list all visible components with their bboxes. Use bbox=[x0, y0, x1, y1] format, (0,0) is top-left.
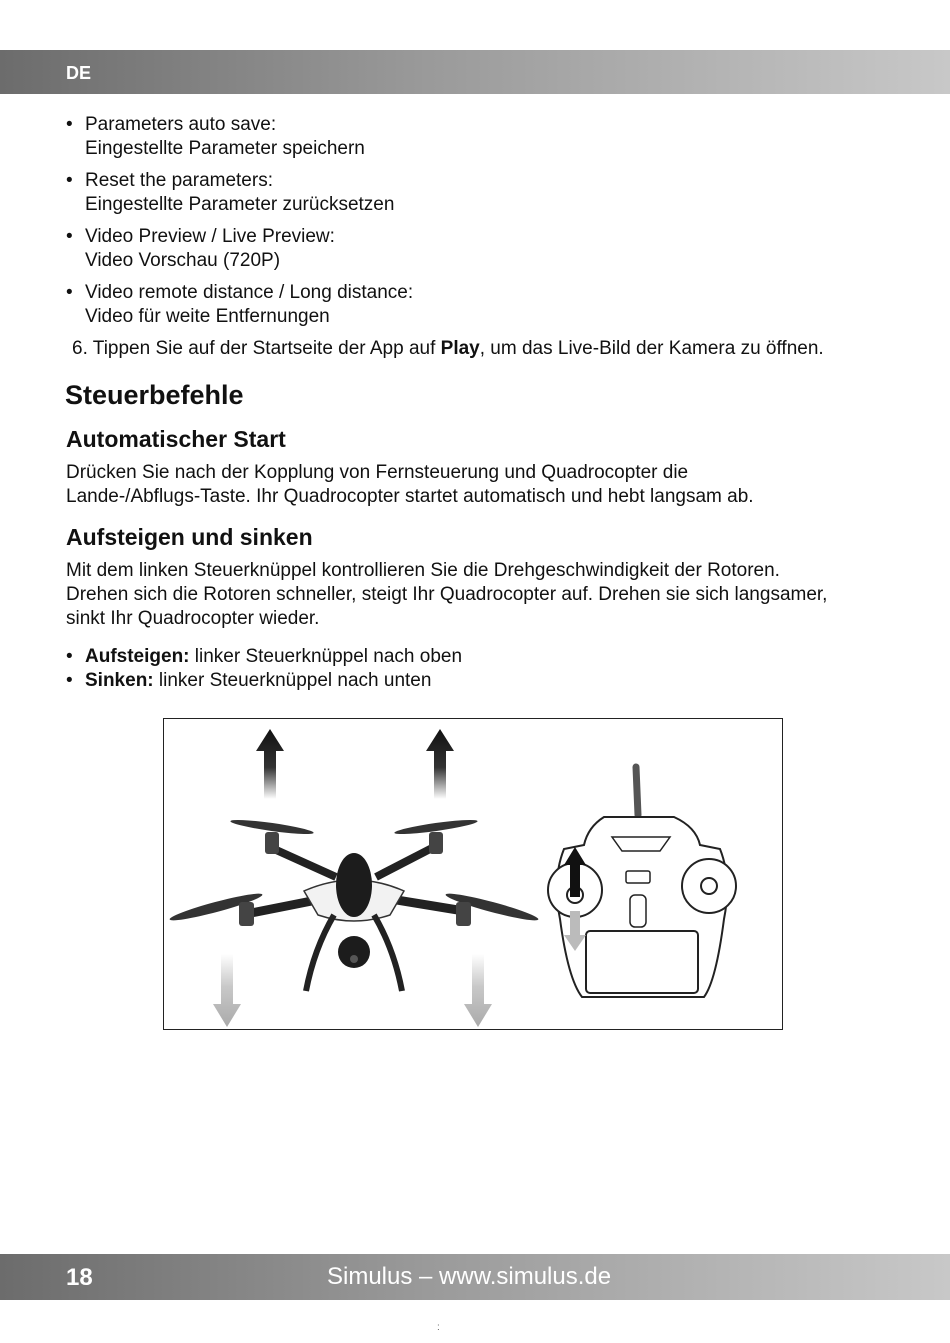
list-item-de: Video Vorschau (720P) bbox=[85, 250, 281, 271]
illustration-svg bbox=[164, 719, 781, 1028]
text-line: Lande-/Abflugs-Taste. Ihr Quadrocopter startet automatisch und hebt langsam ab. bbox=[66, 486, 754, 507]
arrow-down-icon bbox=[464, 954, 492, 1027]
list-item bbox=[66, 669, 896, 693]
step-text-end: , um das Live-Bild der Kamera zu öffnen. bbox=[479, 338, 824, 359]
list-item-en: Video remote distance / Long distance: bbox=[85, 282, 414, 303]
step-number: 6. bbox=[72, 338, 88, 359]
list-item-en: Parameters auto save: bbox=[85, 114, 277, 135]
climb-text bbox=[66, 559, 896, 631]
list-item-de: Video für weite Entfernungen bbox=[85, 306, 330, 327]
step-bold: Play bbox=[440, 338, 480, 359]
list-item bbox=[66, 281, 896, 329]
list-item-de: Eingestellte Parameter speichern bbox=[85, 138, 365, 159]
list-item bbox=[66, 113, 896, 161]
list-item bbox=[66, 645, 896, 669]
illustration-figure bbox=[163, 718, 783, 1030]
remote-control-icon bbox=[548, 767, 736, 997]
control-list bbox=[66, 645, 896, 693]
text-line: sinkt Ihr Quadrocopter wieder. bbox=[66, 608, 320, 629]
footer-mark: : bbox=[437, 1322, 440, 1333]
text-line: Drehen sich die Rotoren schneller, steigt Ihr Quadrocopter auf. Drehen sie sich langsamer, bbox=[66, 584, 828, 605]
footer-brand: Simulus – www.simulus.de bbox=[327, 1263, 612, 1290]
arrow-up-icon bbox=[256, 729, 284, 799]
list-item bbox=[66, 169, 896, 217]
list-item bbox=[66, 225, 896, 273]
section-title: Steuerbefehle bbox=[65, 380, 244, 410]
list-item-en: Video Preview / Live Preview: bbox=[85, 226, 335, 247]
step-6 bbox=[66, 337, 896, 361]
text-line: Mit dem linken Steuerknüppel kontrollieren Sie die Drehgeschwindigkeit der Rotoren. bbox=[66, 560, 780, 581]
list-item-de: Eingestellte Parameter zurücksetzen bbox=[85, 194, 395, 215]
footer-bar bbox=[0, 1254, 950, 1300]
auto-start-heading: Automatischer Start bbox=[66, 426, 286, 452]
item-text: linker Steuerknüppel nach oben bbox=[189, 646, 463, 667]
item-text: linker Steuerknüppel nach unten bbox=[153, 670, 432, 691]
item-label: Sinken: bbox=[85, 670, 154, 691]
arrow-up-icon bbox=[426, 729, 454, 799]
page-number: 18 bbox=[66, 1264, 93, 1291]
auto-start-text bbox=[66, 461, 896, 509]
language-label: DE bbox=[66, 63, 92, 83]
header-bar bbox=[0, 50, 950, 94]
arrow-down-icon bbox=[213, 954, 241, 1027]
settings-list bbox=[66, 113, 896, 329]
step-text: Tippen Sie auf der Startseite der App auf bbox=[92, 338, 441, 359]
climb-heading: Aufsteigen und sinken bbox=[66, 524, 313, 550]
list-item-en: Reset the parameters: bbox=[85, 170, 273, 191]
item-label: Aufsteigen: bbox=[85, 646, 190, 667]
text-line: Drücken Sie nach der Kopplung von Fernsteuerung und Quadrocopter die bbox=[66, 462, 689, 483]
main-content bbox=[66, 113, 896, 693]
